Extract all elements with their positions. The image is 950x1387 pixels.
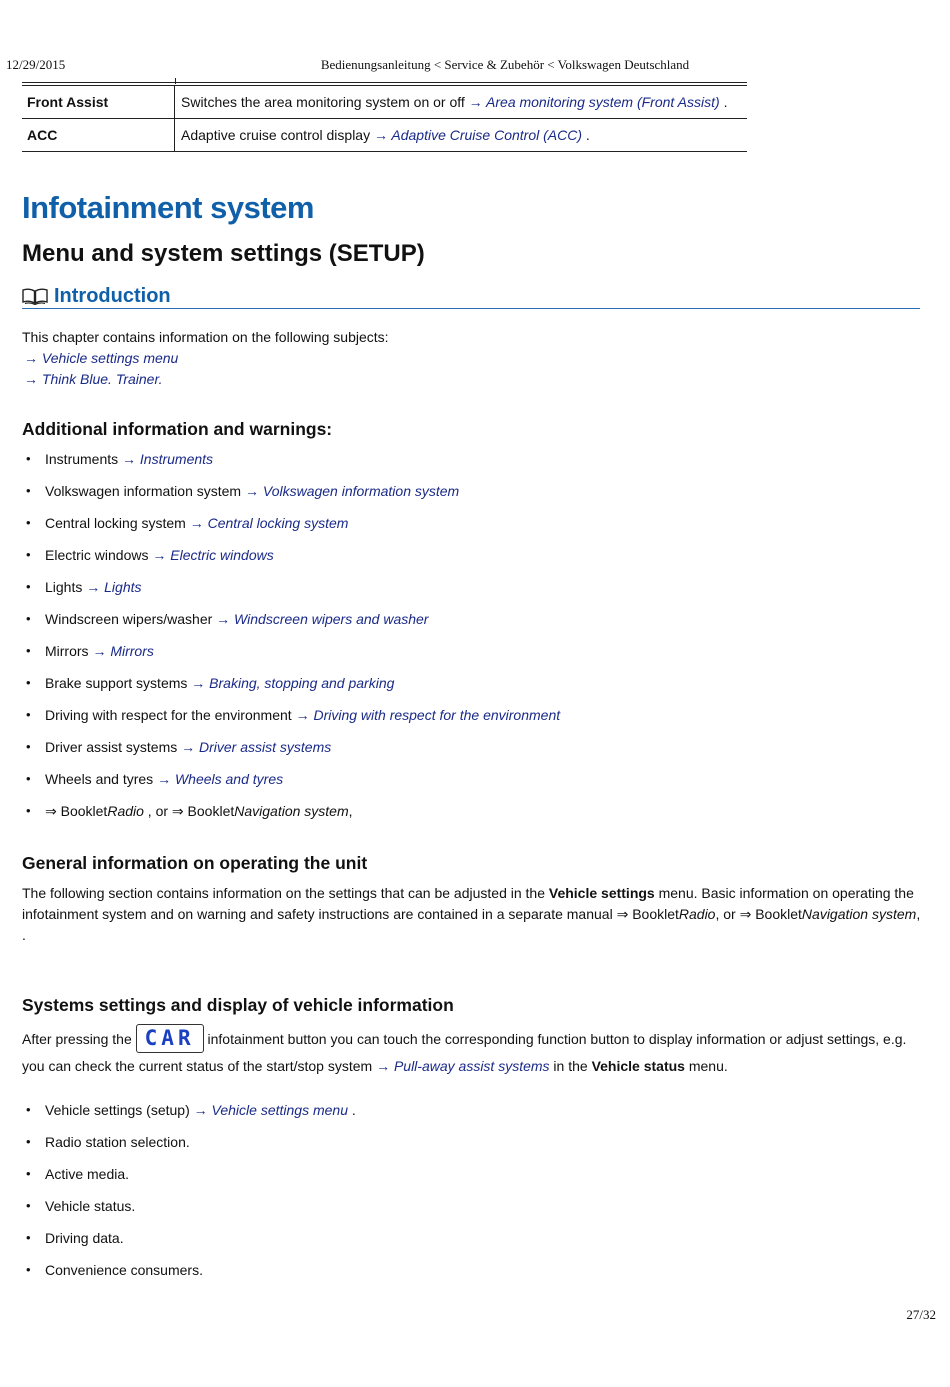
- text-span: in the: [549, 1058, 592, 1074]
- list-item: [26, 770, 560, 802]
- vehicle-settings-menu-link[interactable]: → Vehicle settings menu: [24, 350, 179, 366]
- list-item: [26, 578, 560, 610]
- list-item-text: Central locking system: [45, 515, 190, 531]
- acc-link[interactable]: → Adaptive Cruise Control (ACC): [374, 127, 582, 143]
- list-item-booklets: [26, 802, 560, 834]
- table-cell-label: Front Assist: [22, 86, 175, 118]
- list-item-link[interactable]: → Windscreen wipers and washer: [216, 611, 429, 627]
- introduction-title[interactable]: Introduction: [54, 284, 171, 307]
- text-span: menu.: [684, 1058, 728, 1074]
- list-item-text: Driving with respect for the environment: [45, 707, 296, 723]
- list-item-text: Vehicle settings (setup): [45, 1102, 194, 1118]
- booklet-radio: Radio: [107, 803, 144, 819]
- general-info-paragraph: [22, 883, 927, 946]
- list-item-text: Driver assist systems: [45, 739, 182, 755]
- systems-settings-heading: Systems settings and display of vehicle information: [22, 995, 454, 1015]
- booklet-text: ⇒ Booklet: [45, 803, 108, 819]
- text-span: menu. Basic information on operating the infotainment system and on warning and safety instructions are contained in a separate manual ⇒ Booklet: [22, 885, 914, 922]
- booklet-text-or: , or ⇒ Booklet: [143, 803, 235, 819]
- list-item-link[interactable]: → Driver assist systems: [181, 739, 332, 755]
- booklet-radio: Radio: [678, 906, 716, 922]
- list-item-link[interactable]: → Electric windows: [152, 547, 274, 563]
- list-item: • Vehicle status.: [26, 1197, 356, 1229]
- introduction-heading: [22, 284, 920, 309]
- table-cell-description: [175, 94, 727, 110]
- list-item-text: Electric windows: [45, 547, 153, 563]
- intro-lead: This chapter contains information on the following subjects:: [22, 329, 389, 345]
- table-row: [22, 86, 747, 119]
- text-span: , or ⇒ Booklet: [715, 906, 802, 922]
- list-item: [26, 642, 560, 674]
- booklet-navigation: Navigation system: [234, 803, 349, 819]
- list-item-link[interactable]: → Driving with respect for the environment: [295, 707, 561, 723]
- print-date: 12/29/2015: [6, 57, 66, 72]
- list-item-link[interactable]: → Wheels and tyres: [157, 771, 284, 787]
- list-item-link[interactable]: → Instruments: [122, 451, 214, 467]
- table-cell-label: ACC: [22, 119, 175, 151]
- list-item-text: Brake support systems: [45, 675, 192, 691]
- pull-away-assist-link[interactable]: → Pull-away assist systems: [376, 1058, 550, 1074]
- list-item-text: Volkswagen information system: [45, 483, 245, 499]
- list-item-text: Windscreen wipers/washer: [45, 611, 217, 627]
- table-cell-suffix: .: [582, 127, 590, 143]
- booklet-text-end: ,: [348, 803, 353, 819]
- list-item: [26, 610, 560, 642]
- list-item: • Driving data.: [26, 1229, 356, 1261]
- list-item: • Convenience consumers.: [26, 1261, 356, 1293]
- list-item-link[interactable]: → Lights: [86, 579, 142, 595]
- intro-link-think-blue[interactable]: [24, 369, 163, 390]
- list-item-text: Instruments: [45, 451, 123, 467]
- list-item: [26, 514, 560, 546]
- list-item-link[interactable]: → Braking, stopping and parking: [191, 675, 395, 691]
- list-item-link[interactable]: → Volkswagen information system: [244, 483, 460, 499]
- list-item-link[interactable]: → Central locking system: [189, 515, 349, 531]
- list-item: [26, 450, 560, 482]
- list-item: [26, 738, 560, 770]
- list-item: [26, 674, 560, 706]
- additional-info-list: [26, 450, 560, 834]
- list-item-suffix: .: [347, 1102, 356, 1118]
- general-info-heading: General information on operating the unit: [22, 853, 368, 873]
- systems-settings-paragraph: [22, 1026, 927, 1077]
- list-item-text: Wheels and tyres: [45, 771, 158, 787]
- subsection-title: Menu and system settings (SETUP): [22, 240, 425, 267]
- intro-link-vehicle-settings[interactable]: [24, 348, 178, 369]
- think-blue-trainer-link[interactable]: → Think Blue. Trainer.: [24, 371, 163, 387]
- section-title: Infotainment system: [22, 190, 314, 225]
- table-cell-text: Switches the area monitoring system on or off: [181, 94, 469, 110]
- additional-info-heading: Additional information and warnings:: [22, 419, 333, 439]
- table-row: [22, 119, 747, 152]
- list-item: • Active media.: [26, 1165, 356, 1197]
- list-item: [26, 1101, 356, 1133]
- text-span: The following section contains information on the settings that can be adjusted in the: [22, 885, 549, 901]
- vehicle-status-bold: Vehicle status: [591, 1058, 685, 1074]
- list-item: [26, 482, 560, 514]
- table-cell-text: Adaptive cruise control display: [181, 127, 374, 143]
- page-number: 27/32: [906, 1307, 936, 1322]
- list-item-text: Mirrors: [45, 643, 93, 659]
- booklet-navigation: Navigation system: [801, 906, 917, 922]
- text-span: infotainment button you can touch the corresponding function button to display information or adjust settings, e.g. you can check the current status of the start/stop system: [22, 1031, 907, 1074]
- list-item-text: Lights: [45, 579, 87, 595]
- car-button-image: CAR: [136, 1024, 204, 1053]
- vehicle-settings-bold: Vehicle settings: [548, 885, 655, 901]
- list-item: • Radio station selection.: [26, 1133, 356, 1165]
- print-header-title: Bedienungsanleitung < Service & Zubehör < Volkswagen Deutschland: [320, 57, 690, 72]
- list-item-link[interactable]: → Mirrors: [92, 643, 154, 659]
- table-cell-description: [175, 127, 590, 143]
- car-menu-list: [26, 1101, 356, 1293]
- list-item: [26, 546, 560, 578]
- table-cell-suffix: .: [719, 94, 728, 110]
- open-book-icon: [22, 287, 48, 305]
- vehicle-settings-menu-link[interactable]: → Vehicle settings menu: [193, 1102, 348, 1118]
- list-item: [26, 706, 560, 738]
- settings-table: [22, 82, 747, 152]
- text-span: , .: [22, 906, 921, 943]
- text-span: After pressing the: [22, 1031, 136, 1048]
- front-assist-link[interactable]: → Area monitoring system (Front Assist): [468, 94, 720, 110]
